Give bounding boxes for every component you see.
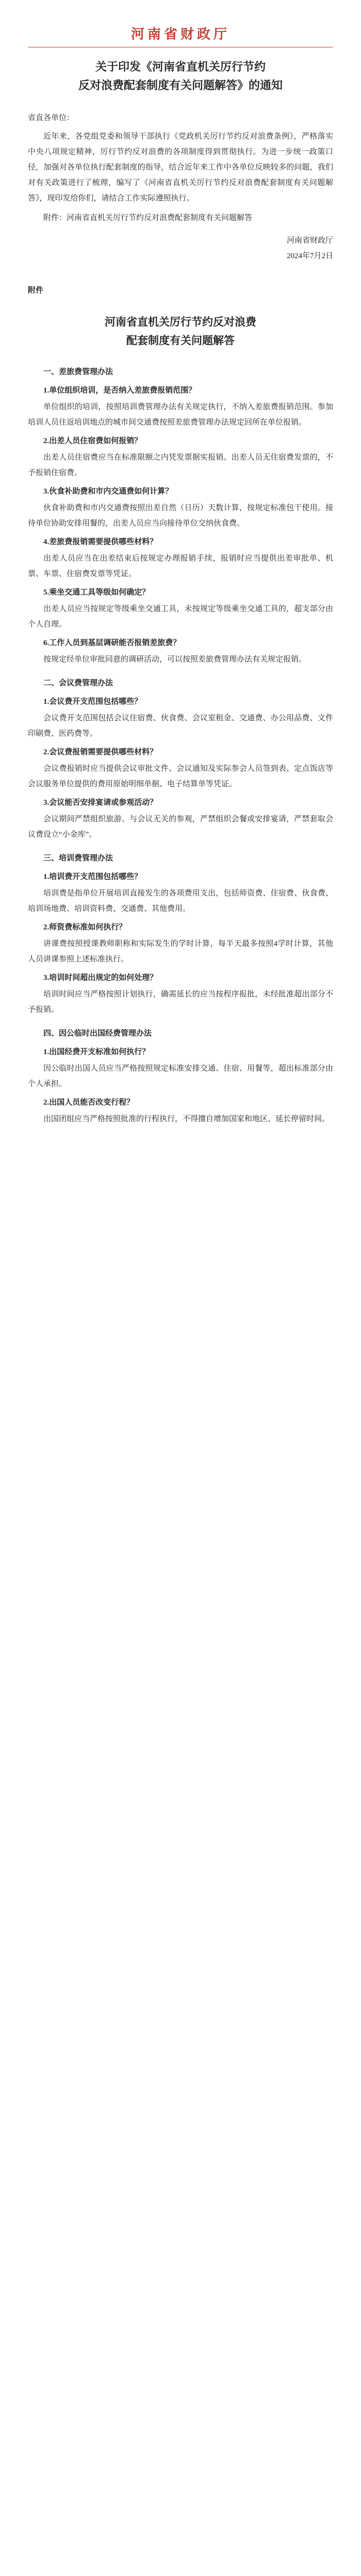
faq-section — [28, 1026, 333, 1127]
faq-answer: 因公临时出国人员应当严格按照规定标准安排交通、住宿、用餐等，超出标准部分由个人承担。 — [28, 1064, 333, 1088]
section-heading: 四、因公临时出国经费管理办法 — [43, 1029, 152, 1038]
faq-answer: 讲课费按照授课教师职称和实际发生的学时计算，每半天最多按照4学时计算，其他人员讲课参照上述标准执行。 — [28, 940, 333, 963]
faq-answer: 出差人员住宿费应当在标准限额之内凭发票据实报销。出差人员无住宿费发票的，不予报销住宿费。 — [28, 453, 333, 477]
faq-question: 6.工作人员到基层调研能否报销差旅费？ — [43, 639, 181, 647]
notice-title-line2: 反对浪费配套制度有关问题解答》的通知 — [78, 79, 283, 92]
notice-title-line1: 关于印发《河南省直机关厉行节约 — [95, 60, 266, 73]
faq-question: 1.出国经费开支标准如何执行？ — [43, 1048, 150, 1056]
faq-section — [28, 364, 333, 667]
section-heading: 一、差旅费管理办法 — [43, 368, 113, 376]
attachment-title — [28, 313, 333, 350]
page — [0, 0, 361, 1150]
faq-answer: 会议费报销时应当提供会议审批文件、会议通知及实际参会人员签到表、定点饭店等会议服务单位提供的费用原始明细单据、电子结算单等凭证。 — [28, 765, 333, 788]
faq-question: 3.培训时间超出规定的如何处理？ — [43, 974, 158, 982]
notice-body — [28, 129, 333, 206]
section-heading: 三、培训费管理办法 — [43, 854, 113, 862]
faq-question: 4.差旅费报销需要提供哪些材料？ — [43, 538, 158, 546]
faq-section — [28, 675, 333, 842]
notice-paragraph: 近年来，各党组党委和领导干部执行《党政机关厉行节约反对浪费条例》，严格落实中央八项规定精神，厉行节约反对浪费的各项制度得到贯彻执行。为进一步统一政策口径，加强对各单位执行配套制度的指导，结合近年来工作中各单位反映较多的问题，我们对有关政策进行了梳理，编写了《河南省直机关厉行节约反对浪费配套制度有关问题解答》，现印发给你们，请结合工作实际遵照执行。 — [28, 132, 333, 202]
faq-question: 2.出国人员能否改变行程？ — [43, 1098, 135, 1107]
faq-answer: 出国团组应当严格按照批准的行程执行，不得擅自增加国家和地区、延长停留时间。 — [43, 1115, 330, 1123]
faq-answer: 会议期间严禁组织旅游、与会议无关的参观，严禁组织会餐或安排宴请，严禁套取会议费设立“小金库”。 — [28, 815, 333, 839]
faq-question: 3.会议能否安排宴请或参观活动？ — [43, 799, 158, 807]
faq-question: 2.师资费标准如何执行？ — [43, 923, 127, 931]
faq-answer: 按规定经单位审批同意的调研活动，可以按照差旅费管理办法有关规定报销。 — [43, 655, 307, 664]
faq-question: 1.培训费开支范围包括哪些？ — [43, 873, 142, 881]
faq-answer: 培训费是指单位开展培训直接发生的各项费用支出，包括师资费、住宿费、伙食费、培训场地费、培训资料费、交通费、其他费用。 — [28, 889, 333, 913]
faq-answer: 会议费开支范围包括会议住宿费、伙食费、会议室租金、交通费、办公用品费、文件印刷费、医药费等。 — [28, 714, 333, 738]
notice-title — [28, 58, 333, 95]
faq-answer: 出差人员应当在出差结束后按规定办理报销手续，报销时应当提供出差审批单、机票、车票、住宿费发票等凭证。 — [28, 554, 333, 578]
faq-question: 3.伙食补助费和市内交通费如何计算？ — [43, 487, 173, 496]
faq-question: 1.单位组织培训，是否纳入差旅费报销范围？ — [43, 386, 196, 395]
attachment-body — [28, 364, 333, 1127]
faq-answer: 伙食补助费和市内交通费按照出差自然（日历）天数计算，按规定标准包干使用。接待单位协助安排用餐的，出差人员应当向接待单位交纳伙食费。 — [28, 504, 333, 528]
faq-section — [28, 851, 333, 1018]
signature: 河南省财政厅 — [286, 236, 333, 245]
faq-answer: 培训时间应当严格按照计划执行，确需延长的应当按程序报批，未经批准超出部分不予报销。 — [28, 990, 333, 1014]
attachment-title-line1: 河南省直机关厉行节约反对浪费 — [105, 316, 256, 328]
attachment-label: 附件 — [28, 286, 44, 295]
issuing-org: 河南省财政厅 — [130, 27, 230, 42]
faq-question: 5.乘坐交通工具等级如何确定？ — [43, 588, 150, 597]
attachment-title-line2: 配套制度有关问题解答 — [126, 334, 235, 347]
faq-question: 1.会议费开支范围包括哪些？ — [43, 698, 142, 706]
faq-answer: 单位组织的培训，按照培训费管理办法有关规定执行，不纳入差旅费报销范围。参加培训人员往返培训地点的城市间交通费按照差旅费管理办法规定回所在单位报销。 — [28, 403, 333, 427]
faq-question: 2.会议费报销需要提供哪些材料？ — [43, 748, 158, 756]
issue-date: 2024年7月2日 — [286, 252, 333, 260]
attachment-note: 附件：河南省直机关厉行节约反对浪费配套制度有关问题解答 — [43, 214, 253, 222]
faq-answer: 出差人员应当按规定等级乘坐交通工具，未按规定等级乘坐交通工具的，超支部分由个人自理。 — [28, 605, 333, 629]
faq-question: 2.出差人员住宿费如何报销？ — [43, 437, 142, 445]
section-heading: 二、会议费管理办法 — [43, 679, 113, 687]
addressee: 省直各单位： — [28, 114, 75, 122]
